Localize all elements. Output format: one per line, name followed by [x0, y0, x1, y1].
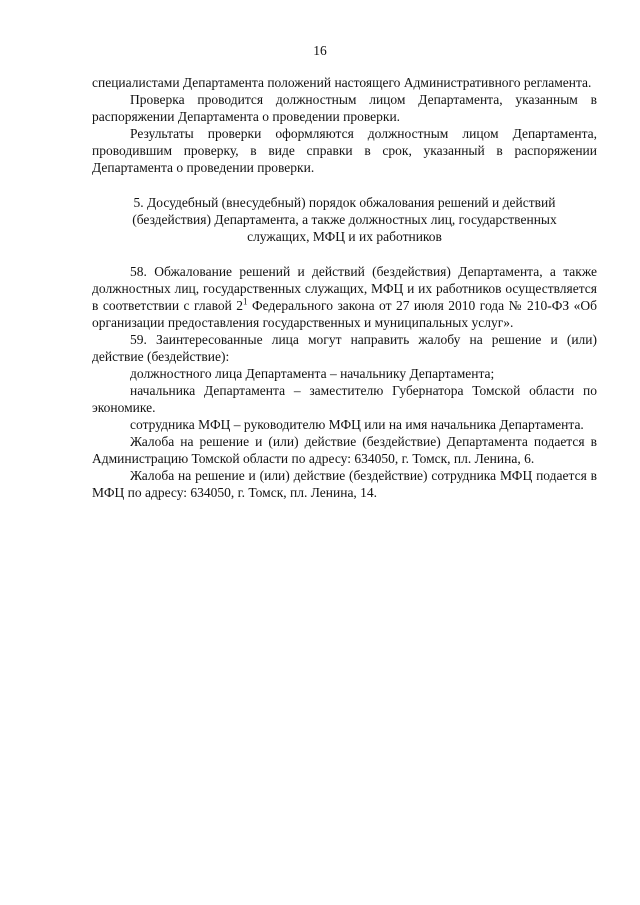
paragraph-59-item-c: сотрудника МФЦ – руководителю МФЦ или на имя начальника Департамента. — [130, 417, 584, 432]
paragraph-complaint-department: Жалоба на решение и (или) действие (бездействие) Департамента подается в Администрацию Томской области по адресу: 634050, г. Томск, пл. Ленина, 6. — [92, 434, 597, 466]
document-body — [92, 74, 597, 501]
paragraph-58-superscript: 1 — [243, 296, 248, 307]
paragraph-59-item-a: должностного лица Департамента – начальнику Департамента; — [130, 366, 495, 381]
section-heading: 5. Досудебный (внесудебный) порядок обжалования решений и действий (бездействия) Департамента, а также должностных лиц, государственных служащих, МФЦ и их работников — [132, 195, 557, 244]
paragraph-inspection-results: Результаты проверки оформляются должностным лицом Департамента, проводившим проверку, в виде справки в срок, указанный в распоряжении Департамента о проведении проверки. — [92, 126, 597, 175]
paragraph-59-item-b: начальника Департамента – заместителю Губернатора Томской области по экономике. — [92, 383, 597, 415]
paragraph-58-text-continued: Федерального закона от 27 июля 2010 года № 210-ФЗ «Об организации предоставления государственных и муниципальных услуг». — [92, 298, 598, 330]
paragraph-58 — [92, 263, 597, 331]
page-number: 16 — [313, 43, 327, 58]
paragraph-58-text: 58. Обжалование решений и действий (бездействия) Департамента, а также должностных лиц, государственных служащих, МФЦ и их работников осуществляется в соответствии с главой 2 — [92, 264, 597, 313]
paragraph-59: 59. Заинтересованные лица могут направить жалобу на решение и (или) действие (бездействие): — [92, 332, 597, 364]
paragraph-complaint-mfc: Жалоба на решение и (или) действие (бездействие) сотрудника МФЦ подается в МФЦ по адресу: 634050, г. Томск, пл. Ленина, 14. — [92, 468, 597, 500]
paragraph-continuation: специалистами Департамента положений настоящего Административного регламента. — [92, 75, 592, 90]
paragraph-inspection: Проверка проводится должностным лицом Департамента, указанным в распоряжении Департамента о проведении проверки. — [92, 92, 597, 124]
